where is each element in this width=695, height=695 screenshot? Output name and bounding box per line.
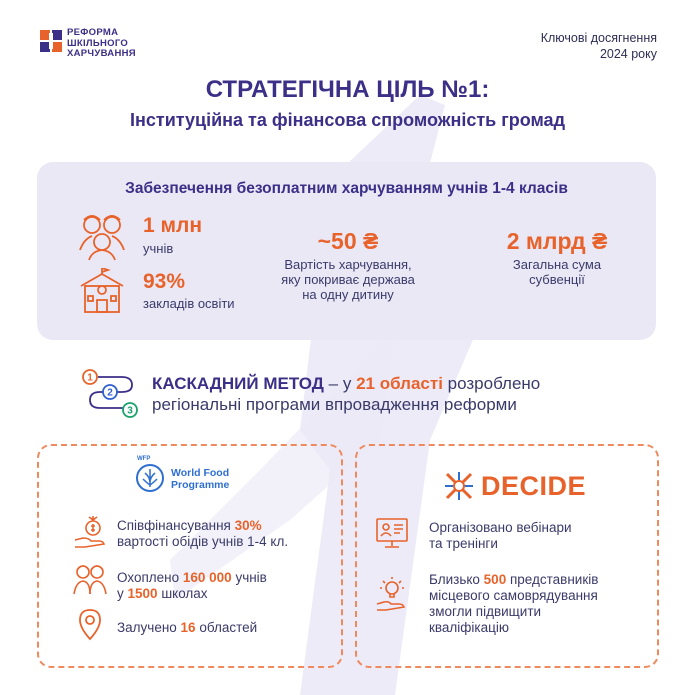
page-subtitle: Інституційна та фінансова спроможність громад bbox=[130, 110, 565, 130]
cascade-steps-icon bbox=[80, 368, 142, 420]
subsidy-label-line-1: Загальна сума bbox=[512, 257, 602, 272]
school-icon bbox=[77, 268, 127, 314]
decide-row2-line-1 bbox=[429, 572, 598, 588]
wfp-name bbox=[171, 467, 229, 491]
wfp-box bbox=[37, 444, 343, 668]
header-achievements bbox=[541, 30, 657, 62]
students-label: учнів bbox=[143, 241, 174, 256]
subsidy-label bbox=[477, 257, 637, 287]
wfp-emblem-icon bbox=[135, 463, 165, 493]
decide-row1-line-1: Організовано вебінари bbox=[429, 520, 572, 535]
cascade-step-2: 2 bbox=[107, 387, 113, 399]
idea-hand-icon bbox=[375, 576, 409, 612]
decide-row2-line-3: змогли підвищити bbox=[429, 604, 542, 619]
cost-label bbox=[255, 257, 441, 302]
children-icon bbox=[75, 212, 129, 262]
webinar-screen-icon bbox=[375, 516, 409, 550]
wfp-row1-line-2: вартості обідів учнів 1-4 кл. bbox=[117, 534, 289, 549]
wfp-row3-hl: 16 bbox=[180, 620, 196, 635]
logo-text bbox=[67, 28, 136, 60]
wfp-row2-l2-post: школах bbox=[157, 586, 208, 601]
wfp-row3-pre: Залучено bbox=[117, 620, 181, 635]
decide-box bbox=[355, 444, 659, 668]
cascade-line-2: регіональні програми впровадження реформи bbox=[152, 395, 517, 414]
wfp-row2-line-1 bbox=[117, 570, 267, 586]
decide-trained bbox=[429, 572, 598, 636]
page-title: СТРАТЕГІЧНА ЦІЛЬ №1: bbox=[205, 76, 490, 103]
wfp-coverage bbox=[117, 570, 267, 602]
wfp-row3-post: областей bbox=[195, 620, 258, 635]
cost-label-line-2: яку покриває держава bbox=[281, 272, 415, 287]
wfp-row2-l2-hl: 1500 bbox=[127, 586, 158, 601]
wfp-name-line-2: Programme bbox=[171, 479, 230, 491]
cascade-description bbox=[152, 373, 672, 415]
cascade-title: КАСКАДНИЙ МЕТОД bbox=[152, 374, 324, 393]
logo-line-3: ХАРЧУВАННЯ bbox=[67, 48, 136, 59]
wfp-abbr: WFP bbox=[137, 456, 151, 462]
decide-row2-line-4: кваліфікацію bbox=[429, 620, 509, 635]
wfp-name-line-1: World Food bbox=[171, 467, 230, 479]
cascade-step-3: 3 bbox=[127, 405, 133, 417]
wfp-cofinancing bbox=[117, 518, 288, 550]
wfp-regions bbox=[117, 620, 257, 636]
decide-logo-icon bbox=[443, 470, 475, 502]
decide-row2-pre: Близько bbox=[429, 572, 484, 587]
wfp-row1-pre: Співфінансування bbox=[117, 518, 235, 533]
achievements-label: Ключові досягнення bbox=[540, 31, 657, 45]
panel-title: Забезпечення безоплатним харчуванням учнів 1-4 класів bbox=[125, 180, 568, 197]
wfp-row2-l2-pre: у bbox=[117, 586, 128, 601]
decide-name: DECIDE bbox=[481, 471, 587, 501]
cascade-step-1: 1 bbox=[87, 372, 93, 384]
subsidy-label-line-2: субвенції bbox=[529, 272, 585, 287]
cost-label-line-3: на одну дитину bbox=[302, 287, 394, 302]
schools-value: 93% bbox=[143, 270, 186, 293]
wfp-row2-post: учнів bbox=[231, 570, 267, 585]
decide-webinars bbox=[429, 520, 572, 552]
logo-line-2: ШКІЛЬНОГО bbox=[67, 37, 129, 49]
cascade-dash: – bbox=[323, 374, 343, 393]
subsidy-value: 2 млрд ₴ bbox=[506, 228, 608, 254]
location-pin-icon bbox=[77, 608, 103, 642]
cascade-pre: у bbox=[342, 374, 357, 393]
wfp-row2-pre: Охоплено bbox=[117, 570, 183, 585]
logo bbox=[40, 28, 136, 60]
reform-logo-icon bbox=[40, 30, 62, 52]
decide-row1-line-2: та тренінги bbox=[429, 536, 498, 551]
wfp-row2-line-2 bbox=[117, 586, 267, 602]
year-label: 2024 року bbox=[599, 47, 657, 61]
cascade-regions: 21 області bbox=[356, 374, 443, 393]
decide-row2-line-2: місцевого самоврядування bbox=[429, 588, 598, 603]
stats-panel bbox=[37, 162, 656, 340]
cost-label-line-1: Вартість харчування, bbox=[284, 257, 412, 272]
decide-row2-hl: 500 bbox=[483, 572, 507, 587]
cascade-post: розроблено bbox=[442, 374, 541, 393]
decide-row2-post: представників bbox=[506, 572, 599, 587]
schools-label: закладів освіти bbox=[143, 296, 235, 311]
students-value: 1 млн bbox=[143, 214, 203, 237]
kids-group-icon bbox=[73, 562, 107, 596]
wfp-row1-line-1 bbox=[117, 518, 288, 534]
logo-line-1: РЕФОРМА bbox=[67, 27, 119, 38]
cost-value: ~50 ₴ bbox=[317, 228, 379, 254]
wfp-row1-hl: 30% bbox=[234, 518, 262, 533]
cascade-line-1 bbox=[152, 373, 672, 394]
wfp-row2-hl: 160 000 bbox=[182, 570, 232, 585]
money-hand-icon bbox=[73, 514, 107, 550]
